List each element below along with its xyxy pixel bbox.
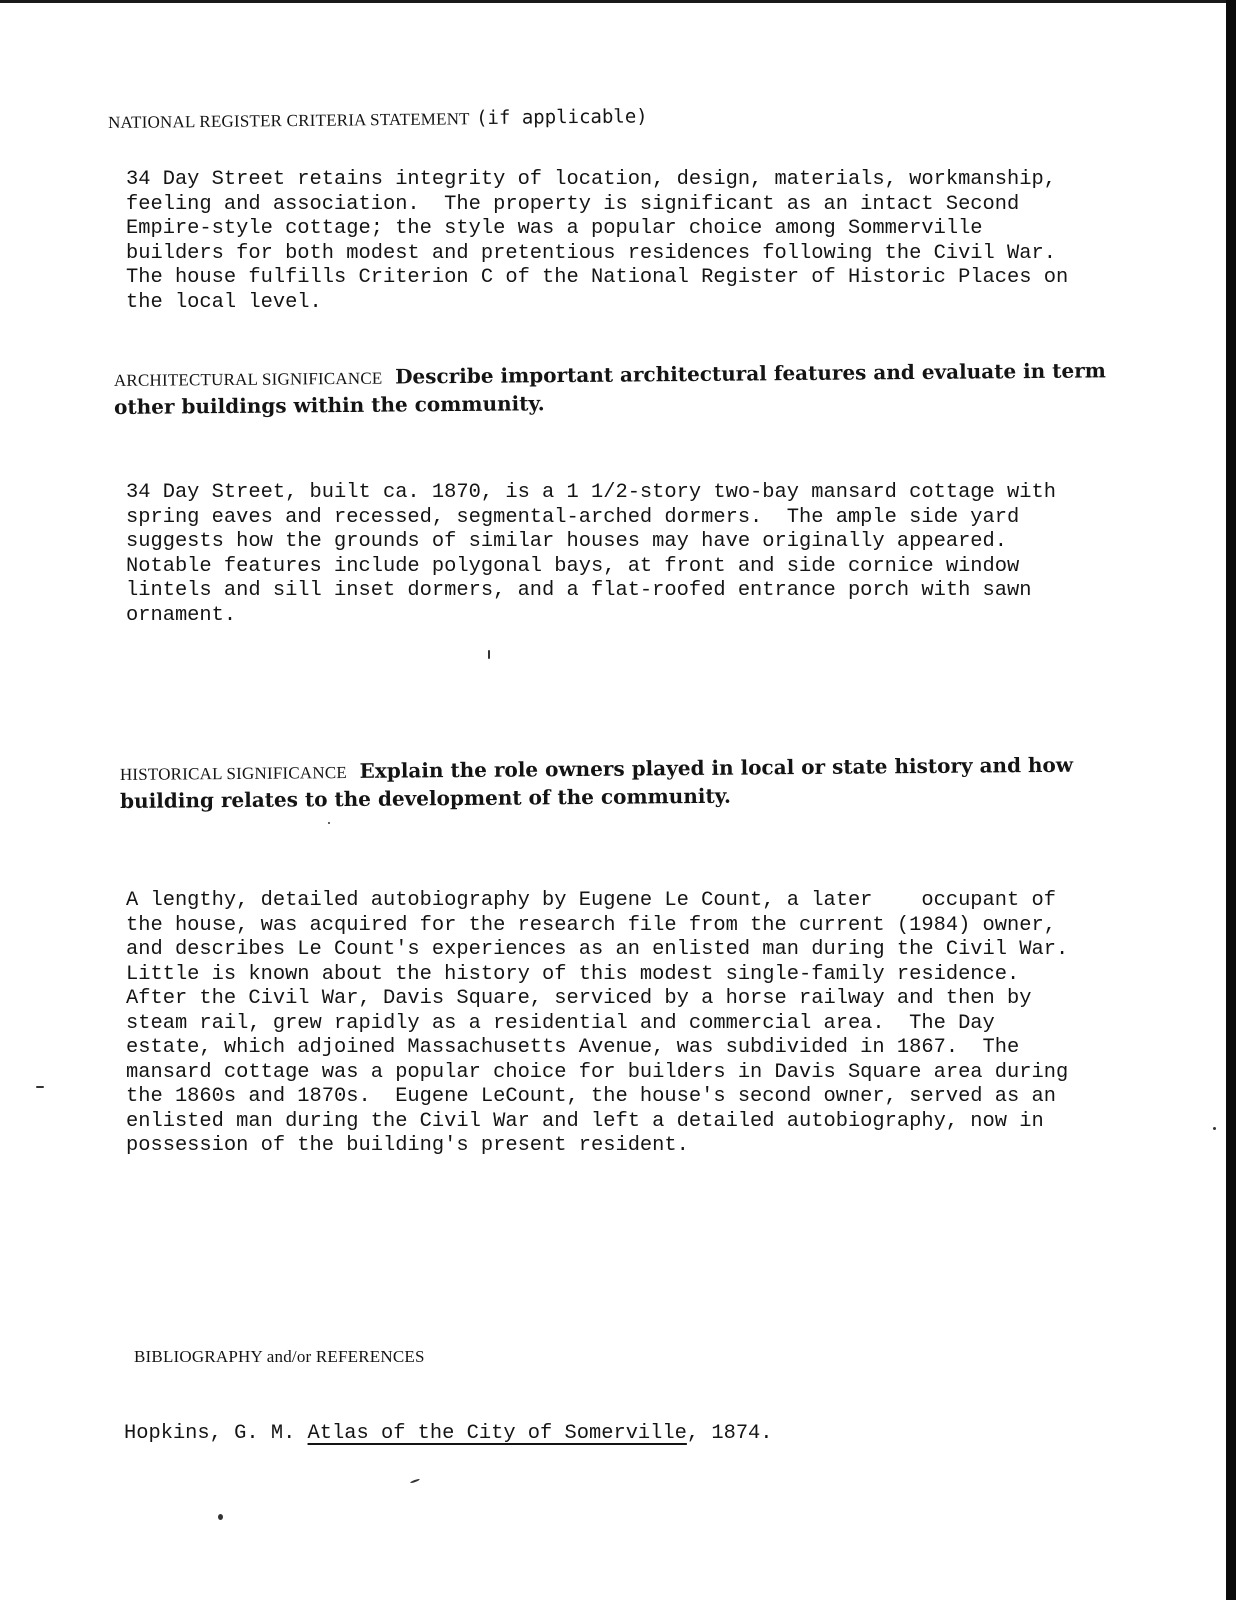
text-line: builders for both modest and pretentious residences following the Civil War.	[126, 241, 1056, 265]
scan-speck	[1213, 1127, 1216, 1130]
historical-heading-label: HISTORICAL SIGNIFICANCE	[119, 763, 347, 785]
text-line: 34 Day Street retains integrity of location, design, materials, workmanship,	[126, 168, 1056, 191]
historical-text	[126, 889, 1068, 1159]
national-register-text	[126, 168, 1068, 315]
text-line: steam rail, grew rapidly as a residential and commercial area. The Day	[126, 1011, 995, 1035]
text-line: the 1860s and 1870s. Eugene LeCount, the house's second owner, served as an	[126, 1085, 1056, 1108]
historical-prompt-line1: Explain the role owners played in local or state history and how	[359, 752, 1074, 783]
text-line: After the Civil War, Davis Square, serviced by a horse railway and then by	[126, 987, 1032, 1010]
historical-heading	[120, 752, 1074, 814]
historical-prompt-line2: building relates to the development of the community.	[120, 783, 732, 813]
text-line: the house, was acquired for the research file from the current (1984) owner,	[126, 913, 1056, 937]
bibliography-year: , 1874.	[686, 1422, 773, 1445]
text-line: spring eaves and recessed, segmental-arched dormers. The ample side yard	[126, 505, 1020, 529]
scan-speck	[36, 1086, 44, 1088]
text-line: mansard cottage was a popular choice for builders in Davis Square area during	[126, 1060, 1069, 1084]
national-register-heading-suffix: (if applicable)	[475, 105, 648, 130]
architectural-prompt-line1: Describe important architectural features and evaluate in term	[395, 358, 1106, 389]
scan-speck	[328, 822, 330, 824]
bibliography-author: Hopkins, G. M.	[124, 1422, 308, 1445]
bibliography-entry	[124, 1422, 773, 1447]
scan-speck	[410, 1478, 420, 1483]
text-line: A lengthy, detailed autobiography by Eugene Le Count, a later occupant of	[126, 889, 1056, 912]
text-line: estate, which adjoined Massachusetts Avenue, was subdivided in 1867. The	[126, 1036, 1020, 1059]
text-line: lintels and sill inset dormers, and a flat-roofed entrance porch with sawn	[126, 579, 1032, 602]
architectural-prompt-line2: other buildings within the community.	[114, 391, 545, 419]
text-line: ornament.	[126, 603, 237, 627]
scan-speck	[218, 1514, 223, 1520]
text-line: The house fulfills Criterion C of the National Register of Historic Places on	[126, 266, 1069, 289]
architectural-text	[126, 481, 1056, 628]
bibliography-heading	[134, 1342, 425, 1370]
text-line: Notable features include polygonal bays, at front and side cornice window	[126, 554, 1020, 578]
scan-edge-right	[1226, 0, 1236, 1600]
architectural-heading-label: ARCHITECTURAL SIGNIFICANCE	[113, 368, 383, 391]
text-line: 34 Day Street, built ca. 1870, is a 1 1/2-story two-bay mansard cottage with	[126, 481, 1056, 504]
national-register-heading-label: NATIONAL REGISTER CRITERIA STATEMENT	[107, 109, 470, 132]
text-line: suggests how the grounds of similar houses may have originally appeared.	[126, 530, 1008, 553]
text-line: enlisted man during the Civil War and left a detailed autobiography, now in	[126, 1109, 1044, 1133]
text-line: Empire-style cottage; the style was a popular choice among Sommerville	[126, 217, 983, 240]
scan-speck	[488, 650, 490, 659]
text-line: feeling and association. The property is significant as an intact Second	[126, 192, 1020, 216]
text-line: possession of the building's present resident.	[126, 1134, 689, 1157]
architectural-heading	[114, 357, 1106, 420]
text-line: and describes Le Count's experiences as an enlisted man during the Civil War.	[126, 938, 1069, 961]
text-line: Little is known about the history of this modest single-family residence.	[126, 962, 1020, 986]
national-register-heading	[108, 102, 648, 136]
scan-edge-top	[0, 0, 1236, 3]
text-line: the local level.	[126, 290, 322, 314]
bibliography-heading-label: BIBLIOGRAPHY and/or REFERENCES	[134, 1347, 425, 1366]
bibliography-title: Atlas of the City of Somerville	[307, 1422, 687, 1445]
